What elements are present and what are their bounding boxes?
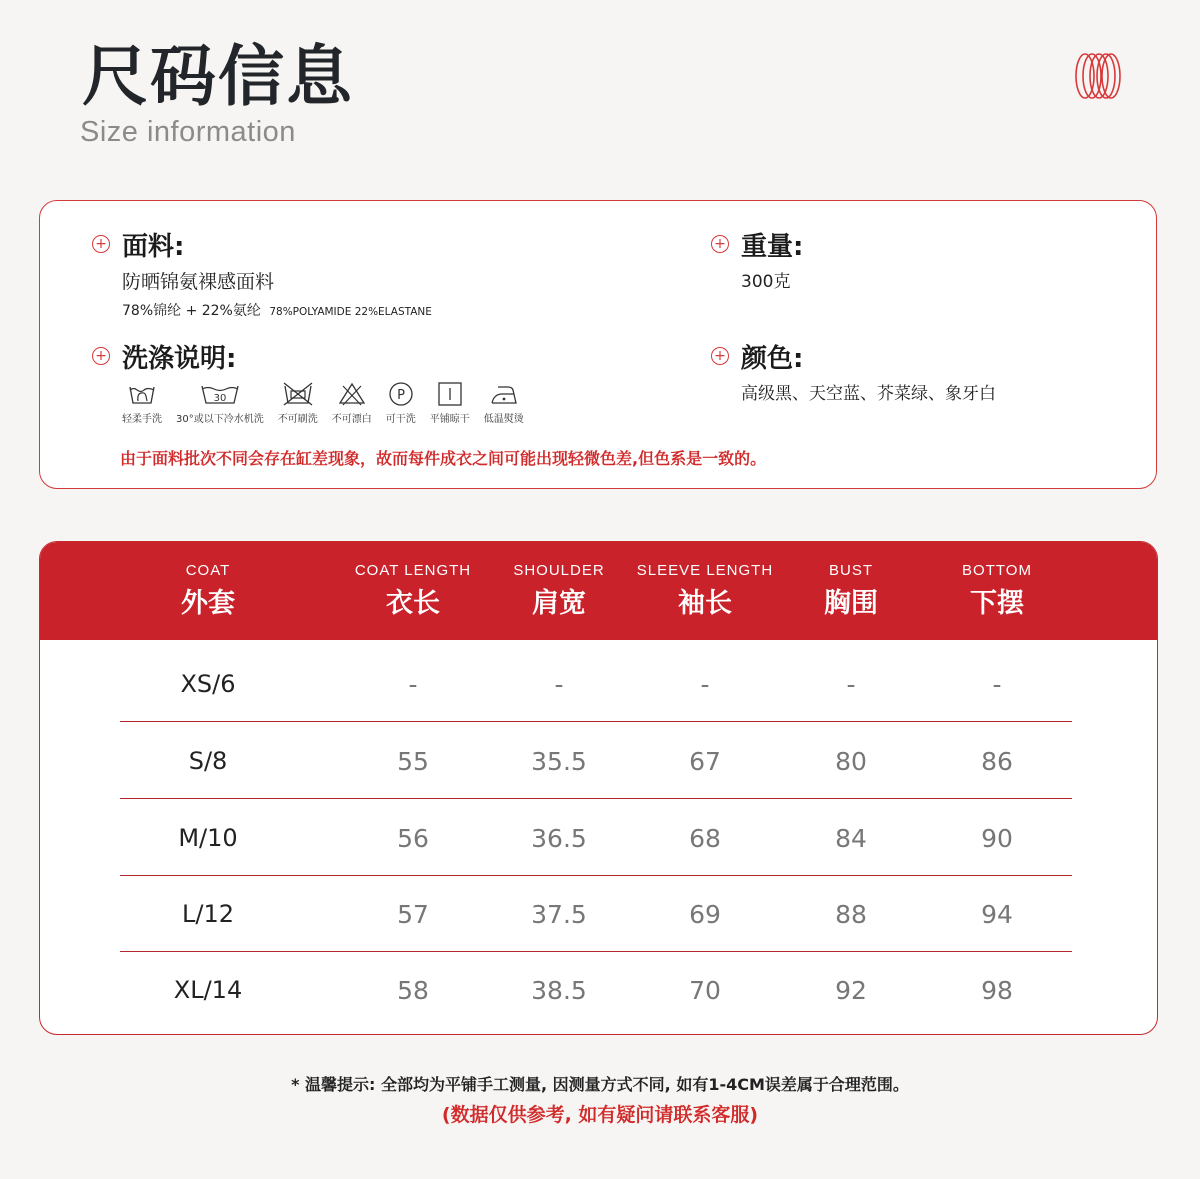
wash-item: 平铺晾干: [430, 381, 470, 425]
weight-section: [711, 227, 803, 292]
wash-item: 不可漂白: [332, 381, 372, 425]
no-bleach-icon: [337, 381, 367, 407]
wash-item: 低温熨烫: [484, 381, 524, 425]
row-divider: [120, 721, 1072, 723]
column-header: BUST 胸围: [824, 562, 878, 619]
low-iron-icon: [488, 381, 520, 407]
colors-text: 高级黑、天空蓝、芥菜绿、象牙白: [741, 384, 996, 404]
fabric-section: [92, 227, 432, 320]
plus-circle-icon: +: [92, 235, 110, 253]
svg-text:P: P: [396, 388, 405, 403]
column-header: BOTTOM 下摆: [962, 562, 1032, 619]
fabric-text: 防晒锦氨裸感面料: [122, 271, 275, 293]
ring-decoration-icon: [1073, 52, 1123, 100]
plus-circle-icon: +: [711, 347, 729, 365]
disclaimer: (数据仅供参考, 如有疑问请联系客服): [441, 1104, 759, 1126]
washing-icons: [122, 381, 538, 425]
colors-section: [711, 339, 996, 404]
table-row: XL/14 58 38.5 70 92 98: [173, 976, 1013, 1005]
table-row: S/8 55 35.5 67 80 86: [120, 724, 1072, 799]
colors-title: 颜色:: [741, 343, 804, 374]
column-header: COAT LENGTH 衣长: [354, 562, 472, 619]
wash-item: P 可干洗: [386, 381, 416, 425]
column-header: SLEEVE LENGTH 袖长: [636, 562, 774, 619]
row-divider: [120, 875, 1072, 877]
table-row: M/10 56 36.5 68 84 90: [120, 801, 1072, 876]
svg-text:30: 30: [213, 393, 227, 404]
wash-item: 30 30°或以下冷水机洗: [176, 381, 264, 425]
row-divider: [120, 798, 1072, 800]
flat-dry-icon: [435, 381, 465, 407]
measurement-tip: * 温馨提示: 全部均为平铺手工测量, 因测量方式不同, 如有1-4CM误差属于合理范围。: [291, 1075, 909, 1094]
size-table: [39, 541, 1158, 1035]
wash-item: 不可刷洗: [278, 381, 318, 425]
weight-title: 重量:: [741, 231, 804, 262]
fabric-composition: [122, 300, 432, 320]
composition-zh: 78%锦纶 + 22%氨纶: [122, 303, 261, 319]
product-info-card: [39, 200, 1157, 489]
page-subtitle: Size information: [80, 116, 296, 148]
color-difference-note: 由于面料批次不同会存在缸差现象，故而每件成衣之间可能出现轻微色差,但色系是一致的。: [120, 449, 767, 468]
washing-section: [92, 339, 538, 425]
plus-circle-icon: +: [711, 235, 729, 253]
page-title: 尺码信息: [82, 38, 354, 115]
washing-title: 洗涤说明:: [122, 343, 237, 374]
row-divider: [120, 951, 1072, 953]
composition-en: 78%POLYAMIDE 22%ELASTANE: [269, 306, 432, 318]
fabric-title: 面料:: [122, 231, 185, 262]
plus-circle-icon: +: [92, 347, 110, 365]
wash-item: 轻柔手洗: [122, 381, 162, 425]
column-header: COAT 外套: [181, 562, 235, 619]
table-row: L/12 57 37.5 69 88 94: [120, 877, 1072, 952]
dry-clean-icon: [386, 381, 416, 407]
table-header: [40, 542, 1157, 640]
no-brush-icon: [281, 381, 315, 407]
column-header: SHOULDER 肩宽: [513, 562, 605, 619]
table-row: XS/6 - - - - -: [120, 647, 1072, 722]
hand-wash-icon: [127, 381, 157, 407]
weight-text: 300克: [741, 272, 791, 292]
wash-30-icon: [198, 381, 242, 407]
